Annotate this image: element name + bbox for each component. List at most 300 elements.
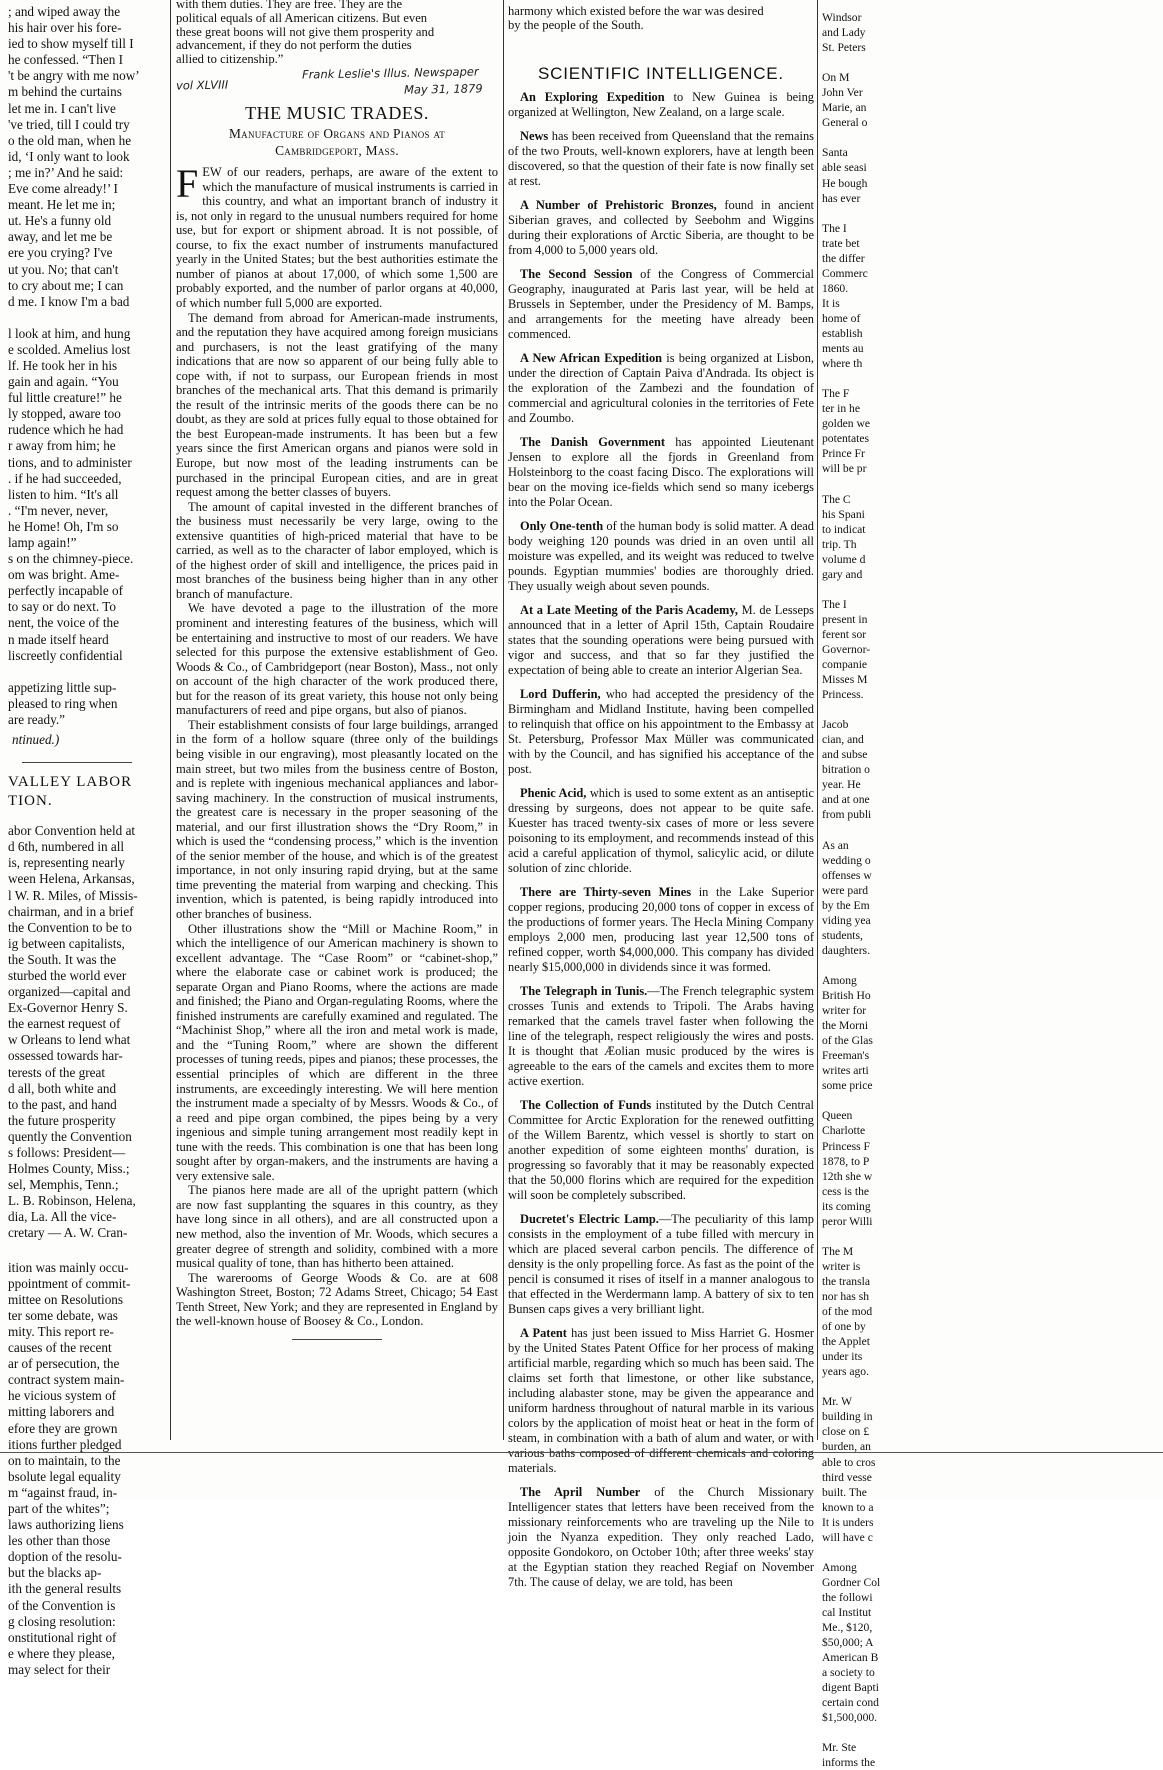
text-line: tions, and to administer xyxy=(8,454,132,470)
text-line: British Ho xyxy=(822,989,871,1003)
text-line xyxy=(822,476,882,491)
text-line: dia, La. All the vice- xyxy=(8,1209,117,1225)
text-line: volume d xyxy=(822,552,866,566)
article-subtitle-2: Cambridgeport, Mass. xyxy=(275,143,399,159)
text-line: wedding o xyxy=(822,853,871,867)
news-item-body: who had accepted the presidency of the Birmingham and Midland Institute, having been compelled to relinquish that office on his appointment to the Embassy at St. Petersburg, Professor Max Müller was communicated with by the Council, and has signified his acceptance of the post. xyxy=(508,687,814,777)
text-line: these great boons will not give them prosperity and xyxy=(176,24,435,39)
column-rule xyxy=(817,0,818,1440)
news-item-text xyxy=(508,687,814,777)
divider xyxy=(22,762,132,763)
column-scientific-intelligence xyxy=(508,4,814,1590)
news-item xyxy=(508,1098,814,1203)
text-line: e where they please, xyxy=(8,1645,115,1661)
text-line: to the past, and hand xyxy=(8,1096,117,1112)
news-item-lead: News xyxy=(520,129,549,144)
text-line: gary and xyxy=(822,567,863,581)
text-line: the followi xyxy=(822,1590,873,1604)
text-line: American B xyxy=(822,1651,879,1665)
text-line: the differ xyxy=(822,251,865,265)
text-line: pleased to ring when xyxy=(8,695,118,711)
news-item-lead: A Patent xyxy=(520,1326,567,1341)
news-item-lead: Ducretet's Electric Lamp. xyxy=(520,1212,659,1227)
heading-line-1: VALLEY LABOR xyxy=(8,774,133,791)
text-line: under its xyxy=(822,1350,863,1364)
end-rule xyxy=(292,1339,382,1340)
text-line xyxy=(822,206,882,221)
drop-cap: F xyxy=(176,161,199,207)
text-line: trate bet xyxy=(822,236,860,250)
text-line: where th xyxy=(822,357,863,371)
news-item-body: to New Guinea is being organized at Wellington, New Zealand, on a large scale. xyxy=(508,90,814,120)
text-line: Commerc xyxy=(822,266,868,280)
text-line: 't be angry with me now’ xyxy=(8,68,140,84)
paragraph: We have devoted a page to the illustration of the more prominent and interesting features of the business, which will be entertaining and instructive to most of our readers. We have selected for this purpose the extensive establishment of Geo. Woods & Co., of Cambridgeport (near Boston), Mass., not only on account of the high character of the work produced there, but for the reason of its great variety, this house not only being manufacturers of reed and pipe organs, but also of pianos. xyxy=(176,601,498,718)
text-line: Mr. W xyxy=(822,1395,853,1409)
text-line: Among xyxy=(822,1560,857,1574)
text-line: from publi xyxy=(822,808,872,822)
text-line: its coming xyxy=(822,1199,871,1213)
text-line xyxy=(822,702,882,717)
text-line: He bough xyxy=(822,176,868,190)
text-line: let me in. I can't live xyxy=(8,100,116,116)
news-item xyxy=(508,1212,814,1317)
text-line: nent, the voice of the xyxy=(8,615,119,631)
text-line: building in xyxy=(822,1410,873,1424)
text-line xyxy=(822,1379,882,1394)
text-line: companie xyxy=(822,658,868,672)
news-item-lead: An Exploring Expedition xyxy=(520,90,665,105)
text-line: meant. He let me in; xyxy=(8,197,116,213)
text-line: mity. This report re- xyxy=(8,1323,114,1339)
text-line: present in xyxy=(822,612,868,626)
text-line xyxy=(822,582,882,597)
text-line: year. He xyxy=(822,778,861,792)
text-line: third vesse xyxy=(822,1470,872,1484)
news-item xyxy=(508,603,814,678)
handwritten-source: Frank Leslie's Illus. Newspaper xyxy=(301,64,479,82)
text-line: golden we xyxy=(822,417,870,431)
paragraph: The demand from abroad for American-made instruments, and the reputation they have acquired among foreign musicians and purchasers, is not the least gratifying of the many indications that are now so apparent of our being fully able to cope with, if not to surpass, our European friends in most branches of the mechanical arts. That this demand is primarily the result of the intrinsic merits of the goods there can be no doubt, as they are sold at prices fully equal to those obtained for the best European-made instruments. It has been but a few years since the first American organs and pianos were sold in Europe, but now most of the leading instruments can be purchased in the principal European cities, and are in great request among the better classes of buyers. xyxy=(176,310,498,500)
news-item xyxy=(508,984,814,1089)
text-line: 1860. xyxy=(822,281,849,295)
news-item-body: of the human body is solid matter. A dead body weighing 120 pounds was dried in an oven until all moisture was expelled, and its weight was reduced to twelve pounds. Egyptian mummies' bodies are thoroughly dried. They usually weigh about seven pounds. xyxy=(508,519,814,594)
text-line: away, and let me be xyxy=(8,229,113,245)
text-line: Eve come already!’ I xyxy=(8,181,118,197)
news-item-body: found in ancient Siberian graves, and collected by Seebohm and Wiggins during their explorations of Arctic Siberia, are thought to be from 4,000 to 5,000 years old. xyxy=(508,198,814,258)
text-line: d all, both white and xyxy=(8,1080,117,1096)
first-paragraph xyxy=(176,161,498,310)
text-line: ith the general results xyxy=(8,1581,122,1597)
text-line: writer is xyxy=(822,1259,861,1273)
text-line: he confessed. “Then I xyxy=(8,52,123,68)
text-line xyxy=(822,1229,882,1244)
news-item xyxy=(508,90,814,120)
text-line: d 6th, numbered in all xyxy=(8,839,125,855)
text-line: of the Glas xyxy=(822,1034,873,1048)
handwritten-volume: vol XLVIII xyxy=(175,77,229,93)
text-line: close on £ xyxy=(822,1425,870,1439)
text-line: with them duties. They are free. They are the xyxy=(176,0,403,11)
news-item xyxy=(508,1485,814,1590)
text-line: are ready.” xyxy=(8,711,65,727)
text-line: Princess F xyxy=(822,1139,870,1153)
text-line: some price xyxy=(822,1079,873,1093)
text-line: chairman, and in a brief xyxy=(8,903,134,919)
news-item xyxy=(508,267,814,342)
text-line: ly stopped, aware too xyxy=(8,406,121,422)
text-line: Jacob xyxy=(822,718,849,732)
text-line: causes of the recent xyxy=(8,1340,112,1356)
news-item-body: instituted by the Dutch Central Committee for Arctic Exploration for the renewed outfitting of the Willem Barentz, which vessel is shortly to start on another expedition of some eighteen months' duration, is progressing so favorably that it may be reasonably expected that the 50,000 florins which are required for the expedition will soon be completely subscribed. xyxy=(508,1098,814,1203)
news-item-lead: There are Thirty-seven Mines xyxy=(520,885,692,900)
text-line: l look at him, and hung xyxy=(8,325,131,341)
text-line: but the blacks ap- xyxy=(8,1565,102,1581)
news-item-text xyxy=(508,90,814,120)
text-line: s on the chimney-piece. xyxy=(8,551,134,567)
text-line: Charlotte xyxy=(822,1124,866,1138)
text-line: were pard xyxy=(822,883,869,897)
text-line: of the Convention is xyxy=(8,1597,116,1613)
text-line xyxy=(822,371,882,386)
news-item-lead: A Number of Prehistoric Bronzes, xyxy=(520,198,717,213)
news-item-body: has just been issued to Miss Harriet G. Hosmer by the United States Patent Office for her process of making artificial marble, regarding which so much has been said. The claims set forth that limestone, or other like substance, including alabaster stone, may be given the appearance and uniform hardness throughout of natural marble in its various colors by the application of moist heat or heat in the form of steam, in combination with a bath of alum and water, or with various baths composed of different chemicals and coloring materials. xyxy=(508,1326,814,1476)
text-line: Queen xyxy=(822,1109,853,1123)
preceding-article-end xyxy=(508,4,814,32)
text-line: terests of the great xyxy=(8,1064,106,1080)
text-line: Freeman's xyxy=(822,1049,870,1063)
preceding-article-end xyxy=(176,0,498,67)
article-subtitle-1: Manufacture of Organs and Pianos at xyxy=(228,126,446,142)
news-item-text xyxy=(508,519,814,594)
text-line: may select for their xyxy=(8,1661,111,1677)
text-line: and subse xyxy=(822,748,868,762)
text-line: m “against fraud, in- xyxy=(8,1484,118,1500)
news-item-lead: The Telegraph in Tunis. xyxy=(520,984,648,999)
text-line: gain and again. “You xyxy=(8,374,119,390)
news-item xyxy=(508,786,814,876)
page-bottom-rule xyxy=(0,1452,1163,1453)
text-line: les other than those xyxy=(8,1533,111,1549)
text-line: efore they are grown xyxy=(8,1420,118,1436)
news-item-body: of the Church Missionary Intelligencer states that letters have been received from the missionary reinforcements who are traveling up the Nile to join the Nyanza expedition. They only reached Lado, opposite Gondokoro, on October 10th; after three weeks' stay at the Egyptian station they reached Regiaf on November 7th. The cause of delay, we are told, has been xyxy=(508,1485,814,1590)
text-line: ut. He's a funny old xyxy=(8,213,112,229)
text-line: will have c xyxy=(822,1530,873,1544)
text-line: John Ver xyxy=(822,86,863,100)
text-line: liscreetly confidential xyxy=(8,647,123,663)
paragraph: The warerooms of George Woods & Co. are at 608 Washington Street, Boston; 72 Adams Street, Chicago; 54 East Tenth Street, New York; and they are represented in England by the well-known house of Boosey & Co., London. xyxy=(176,1270,498,1329)
text-line: 've tried, till I could try xyxy=(8,116,130,132)
article-title: THE MUSIC TRADES. xyxy=(245,102,429,123)
text-line: ments au xyxy=(822,342,864,356)
text-line: to say or do next. To xyxy=(8,599,116,615)
text-line: the transla xyxy=(822,1274,870,1288)
text-line: itions further pledged xyxy=(8,1436,122,1452)
text-line: ferent sor xyxy=(822,627,867,641)
text-line: cal Institut xyxy=(822,1605,872,1619)
text-line: writes arti xyxy=(822,1064,869,1078)
text-line: advancement, if they do not perform the duties xyxy=(176,38,412,53)
text-line: Misses M xyxy=(822,673,868,687)
text-line: has ever xyxy=(822,191,861,205)
text-line: peror Willi xyxy=(822,1214,873,1228)
column-rule xyxy=(170,0,171,1440)
text-line: bsolute legal equality xyxy=(8,1468,121,1484)
text-line: laws authorizing liens xyxy=(8,1517,124,1533)
text-line: will be pr xyxy=(822,462,867,476)
text-line: Among xyxy=(822,974,857,987)
story-ending-text xyxy=(8,680,165,728)
text-line: able seasi xyxy=(822,161,867,175)
text-line: the Convention to be to xyxy=(8,919,132,935)
text-line: quently the Convention xyxy=(8,1128,132,1144)
article-body xyxy=(176,161,498,1329)
text-line: known to a xyxy=(822,1500,874,1514)
text-line: 1878, to P xyxy=(822,1154,870,1168)
text-line: Holmes County, Miss.; xyxy=(8,1161,130,1177)
text-line xyxy=(822,958,882,973)
text-line: It is xyxy=(822,296,840,310)
text-line: doption of the resolu- xyxy=(8,1549,122,1565)
text-line: The C xyxy=(822,492,851,506)
news-item-text xyxy=(508,786,814,876)
news-item-lead: At a Late Meeting of the Paris Academy, xyxy=(520,603,738,618)
text-line: the Applet xyxy=(822,1335,870,1349)
text-line: cian, and xyxy=(822,733,864,747)
news-item-lead: A New African Expedition xyxy=(520,351,663,366)
text-line: e scolded. Amelius lost xyxy=(8,341,131,357)
text-line xyxy=(822,1093,882,1108)
news-item xyxy=(508,519,814,594)
story-continuation-text xyxy=(8,4,165,310)
text-line xyxy=(822,1545,882,1560)
news-item xyxy=(508,1326,814,1476)
text-line: years ago. xyxy=(822,1365,869,1379)
news-item-body: has been received from Queensland that the remains of the two Prouts, well-known explorers, have at length been discovered, so that the question of their fate is now finally set at rest. xyxy=(508,129,814,189)
text-line: and Lady xyxy=(822,26,866,40)
text-line: The I xyxy=(822,221,847,235)
text-line: ar of persecution, the xyxy=(8,1356,120,1372)
text-line: On M xyxy=(822,71,850,85)
text-line: ; and wiped away the xyxy=(8,4,121,19)
text-line: students, xyxy=(822,928,863,942)
text-line: his Spani xyxy=(822,507,865,521)
text-line: a society to xyxy=(822,1666,875,1680)
text-line: ter in he xyxy=(822,402,860,416)
text-line: nor has sh xyxy=(822,1289,870,1303)
news-item xyxy=(508,351,814,426)
text-line: n made itself heard xyxy=(8,631,109,647)
text-line: r away from him; he xyxy=(8,438,116,454)
text-line: om was bright. Ame- xyxy=(8,567,120,583)
story-continuation-text-2 xyxy=(8,326,165,664)
text-line: digent Bapti xyxy=(822,1681,879,1695)
text-line: $1,500,000. xyxy=(822,1711,878,1725)
news-item-lead: Only One-tenth xyxy=(520,519,604,534)
text-line: viding yea xyxy=(822,913,871,927)
text-line: the earnest request of xyxy=(8,1016,121,1032)
text-line: mitting laborers and xyxy=(8,1404,115,1420)
text-line: allied to citizenship.” xyxy=(176,52,284,67)
news-item-text xyxy=(508,351,814,426)
text-line: General o xyxy=(822,116,868,130)
text-line: the Morni xyxy=(822,1019,869,1033)
text-line: Windsor xyxy=(822,11,862,24)
news-item-body: —The peculiarity of this lamp consists in the employment of a tube filled with mercury in which are placed several carbon pencils. The difference of density is the only propelling force. As fast as the point of the pencil is consumed it rises of itself in a manner analogous to that effected in the Werdermann lamp. A battery of six to ten Bunsen caps gives a very brilliant light. xyxy=(508,1212,814,1317)
news-item xyxy=(508,687,814,777)
text-line: St. Peters xyxy=(822,41,866,55)
news-item-body: in the Lake Superior copper regions, producing 20,000 tons of copper in excess of the productions of former years. The Hecla Mining Company employs 2,000 men, producing last year 12,500 tons of refined copper, worth $4,000,000. This company has divided nearly $15,000,000 in dividends since it was formed. xyxy=(508,885,814,975)
text-line: informs the xyxy=(822,1756,876,1770)
text-line: by the Em xyxy=(822,898,870,912)
text-line: m behind the curtains xyxy=(8,84,122,100)
text-line: able to cros xyxy=(822,1455,876,1469)
text-line: ful little creature!” he xyxy=(8,390,122,406)
news-item-text xyxy=(508,984,814,1089)
news-item-body: is being organized at Lisbon, under the direction of Captain Paiva d'Andrada. Its object is the exploration of the Zambezi and the foundation of commercial and agricultural colonies in the territories of Fete and Zoumbo. xyxy=(508,351,814,426)
news-item-lead: Phenic Acid, xyxy=(520,786,587,801)
text-line: 12th she w xyxy=(822,1169,873,1183)
text-line: sturbed the world ever xyxy=(8,967,127,983)
text-line: s follows: President— xyxy=(8,1145,126,1160)
text-line: id, ‘I only want to look xyxy=(8,148,130,164)
text-line: w Orleans to lend what xyxy=(8,1032,131,1048)
text-line: Prince Fr xyxy=(822,447,865,461)
text-line: harmony which existed before the war was desired xyxy=(508,4,764,18)
text-line: political equals of all American citizens. But even xyxy=(176,10,428,25)
text-line: . “I'm never, never, xyxy=(8,502,109,518)
news-item-text xyxy=(508,1098,814,1203)
handwritten-date: May 31, 1879 xyxy=(403,81,483,97)
text-line: to indicat xyxy=(822,522,866,536)
paragraph: The pianos here made are all of the upright pattern (which are now fast supplanting the squares in this country, as they have long since in all others), and are all constructed upon a new method, also the invention of Mr. Woods, which secures a greater degree of strength and solidity, combined with a more musical quality of tone, than has hitherto been attained. xyxy=(176,1183,498,1271)
text-line: burden, an xyxy=(822,1440,871,1454)
text-line: sel, Memphis, Tenn.; xyxy=(8,1177,119,1193)
text-line: home of xyxy=(822,311,861,325)
text-line: ween Helena, Arkansas, xyxy=(8,871,135,887)
column-rule xyxy=(503,0,504,1440)
news-item-lead: The Danish Government xyxy=(520,435,666,450)
column-left-fragment xyxy=(8,4,165,1677)
news-item-text xyxy=(508,1212,814,1317)
text-line: ition was mainly occu- xyxy=(8,1259,129,1275)
text-line xyxy=(822,55,882,70)
text-line: perfectly incapable of xyxy=(8,583,123,599)
text-line: on to maintain, to the xyxy=(8,1452,121,1468)
news-item xyxy=(508,435,814,510)
text-line: part of the whites”; xyxy=(8,1500,110,1516)
column-music-trades xyxy=(176,0,498,1446)
text-line: Governor- xyxy=(822,642,871,656)
text-line: he Home! Oh, I'm so xyxy=(8,518,119,534)
text-line: lf. He took her in his xyxy=(8,357,118,373)
text-line: rudence which he had xyxy=(8,422,124,438)
text-line: of one by xyxy=(822,1320,866,1334)
news-item-text xyxy=(508,1485,814,1590)
text-line: g closing resolution: xyxy=(8,1613,116,1629)
convention-report-text-2 xyxy=(8,1260,165,1678)
heading-line-2: TION. xyxy=(8,793,53,810)
text-line: $50,000; A xyxy=(822,1636,874,1650)
news-item-lead: The April Number xyxy=(520,1485,641,1500)
text-line: l W. R. Miles, of Missis- xyxy=(8,887,138,903)
text-line: bitration o xyxy=(822,763,870,777)
continued-note: ntinued.) xyxy=(12,732,60,748)
news-item-text xyxy=(508,198,814,258)
text-line: organized—capital and xyxy=(8,984,131,1000)
text-line: Mr. Ste xyxy=(822,1741,857,1755)
text-line: ere you crying? I've xyxy=(8,245,113,261)
news-item-body: —The French telegraphic system crosses Tunis and extends to Tripoli. The Arabs having remarked that the camels travel faster when following the line of the telegraph, respect religiously the wires and posts. It is thought that Æolian music produced by the wires is agreeable to the ears of the camels and excites them to more active exertion. xyxy=(508,984,814,1089)
article-heading xyxy=(8,773,165,811)
text-line: the South. It was the xyxy=(8,951,117,967)
news-item-text xyxy=(508,267,814,342)
paragraph-text: EW of our readers, perhaps, are aware of the extent to which the manufacture of musical instruments is carried in this country, and what an important branch of industry it is, not only in regard to the unusual numbers required for home use, but for export or shipment abroad. It is not possible, of course, to fix the exact number of instruments manufactured yearly in the United States; but the best authorities estimate the number of pianos at about 17,000, of which some 1,500 are probably exported, and the number of parlor organs at 40,000, of which number full 5,000 are exported. xyxy=(176,165,498,310)
news-item-text xyxy=(508,1326,814,1476)
text-line: offenses w xyxy=(822,868,872,882)
text-line: cretary — A. W. Cran- xyxy=(8,1225,128,1241)
text-line: abor Convention held at xyxy=(8,823,136,839)
text-line: contract system main- xyxy=(8,1372,125,1388)
text-line: potentates xyxy=(822,432,870,446)
column-right-fragment xyxy=(822,10,882,1770)
news-item xyxy=(508,129,814,189)
text-line: the future prosperity xyxy=(8,1112,116,1128)
text-line: The F xyxy=(822,387,850,401)
text-line: listen to him. “It's all xyxy=(8,486,119,502)
section-title: SCIENTIFIC INTELLIGENCE. xyxy=(538,64,784,83)
text-line xyxy=(822,130,882,145)
news-items xyxy=(508,90,814,1590)
text-line: Marie, an xyxy=(822,101,867,115)
text-line: ; me in?’ And he said: xyxy=(8,164,124,180)
news-item-text xyxy=(508,885,814,975)
text-line: ter some debate, was xyxy=(8,1307,118,1323)
news-item-body: has appointed Lieutenant Jensen to explore all the fjords in Greenland from Holsteinborg to the coast facing Disco. The explorations will bear on the moving ice-fields which send so many icebergs into the Polar Ocean. xyxy=(508,435,814,510)
text-line: certain cond xyxy=(822,1696,879,1710)
text-line: o the old man, when he xyxy=(8,132,132,148)
text-line: . if he had succeeded, xyxy=(8,470,122,486)
text-line: and at one xyxy=(822,793,870,807)
text-line xyxy=(822,1725,882,1740)
text-line: mittee on Resolutions xyxy=(8,1291,124,1307)
text-line: Gordner Col xyxy=(822,1575,881,1589)
text-line: ied to show myself till I xyxy=(8,36,134,52)
text-line: ig between capitalists, xyxy=(8,935,125,951)
news-item-text xyxy=(508,603,814,678)
news-item-lead: The Second Session xyxy=(520,267,633,282)
text-line: Santa xyxy=(822,146,848,160)
news-item-body: which is used to some extent as an antiseptic dressing by surgeons, does not appear to be quite safe. Kuester has traced twenty-six cases of more or less severe poisoning to its employment, and recommends instead of this acid a careful application of thymol, salicylic acid, or dilute solution of zinc chloride. xyxy=(508,786,814,876)
text-line: is, representing nearly xyxy=(8,855,125,871)
text-line: trip. Th xyxy=(822,537,857,551)
news-item xyxy=(508,885,814,975)
text-line: he vicious system of xyxy=(8,1388,117,1404)
text-line: by the people of the South. xyxy=(508,18,644,32)
news-item-body: of the Congress of Commercial Geography, inaugurated at Paris last year, will be held at Brussels in September, under the Presidency of M. Bamps, and arrangements for the meeting have already been commenced. xyxy=(508,267,814,342)
news-item-text xyxy=(508,435,814,510)
paragraph: Other illustrations show the “Mill or Machine Room,” in which the intelligence of our American machinery is shown to excellent advantage. The “Case Room” or “cabinet-shop,” where the elaborate case or cabinet work is produced; the separate Organ and Piano Rooms, where the actions are made and finished; the Piano and Organ-regulating Rooms, where the finished instruments are carefully examined and regulated. The “Machinist Shop,” where all the iron and metal work is made, and the “Tuning Room,” where are shown the different processes of tuning reeds, pipes and pianos; these processes, the essential principles of which are different in the three instruments, are exceedingly interesting. We will here mention the instrument made a specialty of by Messrs. Woods & Co., of a reed and pipe organ combined, the pipes being by a very ingenious and simple tuning arrangement most readily kept in tune with the reeds. This combination is one that has been long sought after by organ-makers, and the instruments are having a very extensive sale. xyxy=(176,921,498,1183)
text-line: of the mod xyxy=(822,1305,873,1319)
text-line: The I xyxy=(822,597,847,611)
paragraph: The amount of capital invested in the different branches of the business must necessarily be very large, owing to the extensive quantities of high-priced material that have to be carried, as well as to the character of labor employed, which is of the highest order of skill and intelligence, the prices paid in most branches of the business being higher than in any other branch of manufacture. xyxy=(176,499,498,601)
news-item-lead: Lord Dufferin, xyxy=(520,687,601,702)
news-item-body: M. de Lesseps announced that in a letter of April 15th, Captain Roudaire states that the sounding operations were being pursued with vigor and success, and that so far they justified the expectation of being able to create an interior Algerian Sea. xyxy=(508,603,814,678)
text-line: his hair over his fore- xyxy=(8,20,122,36)
text-line: The M xyxy=(822,1244,854,1258)
text-line: writer for xyxy=(822,1004,867,1018)
text-line: establish xyxy=(822,326,863,340)
